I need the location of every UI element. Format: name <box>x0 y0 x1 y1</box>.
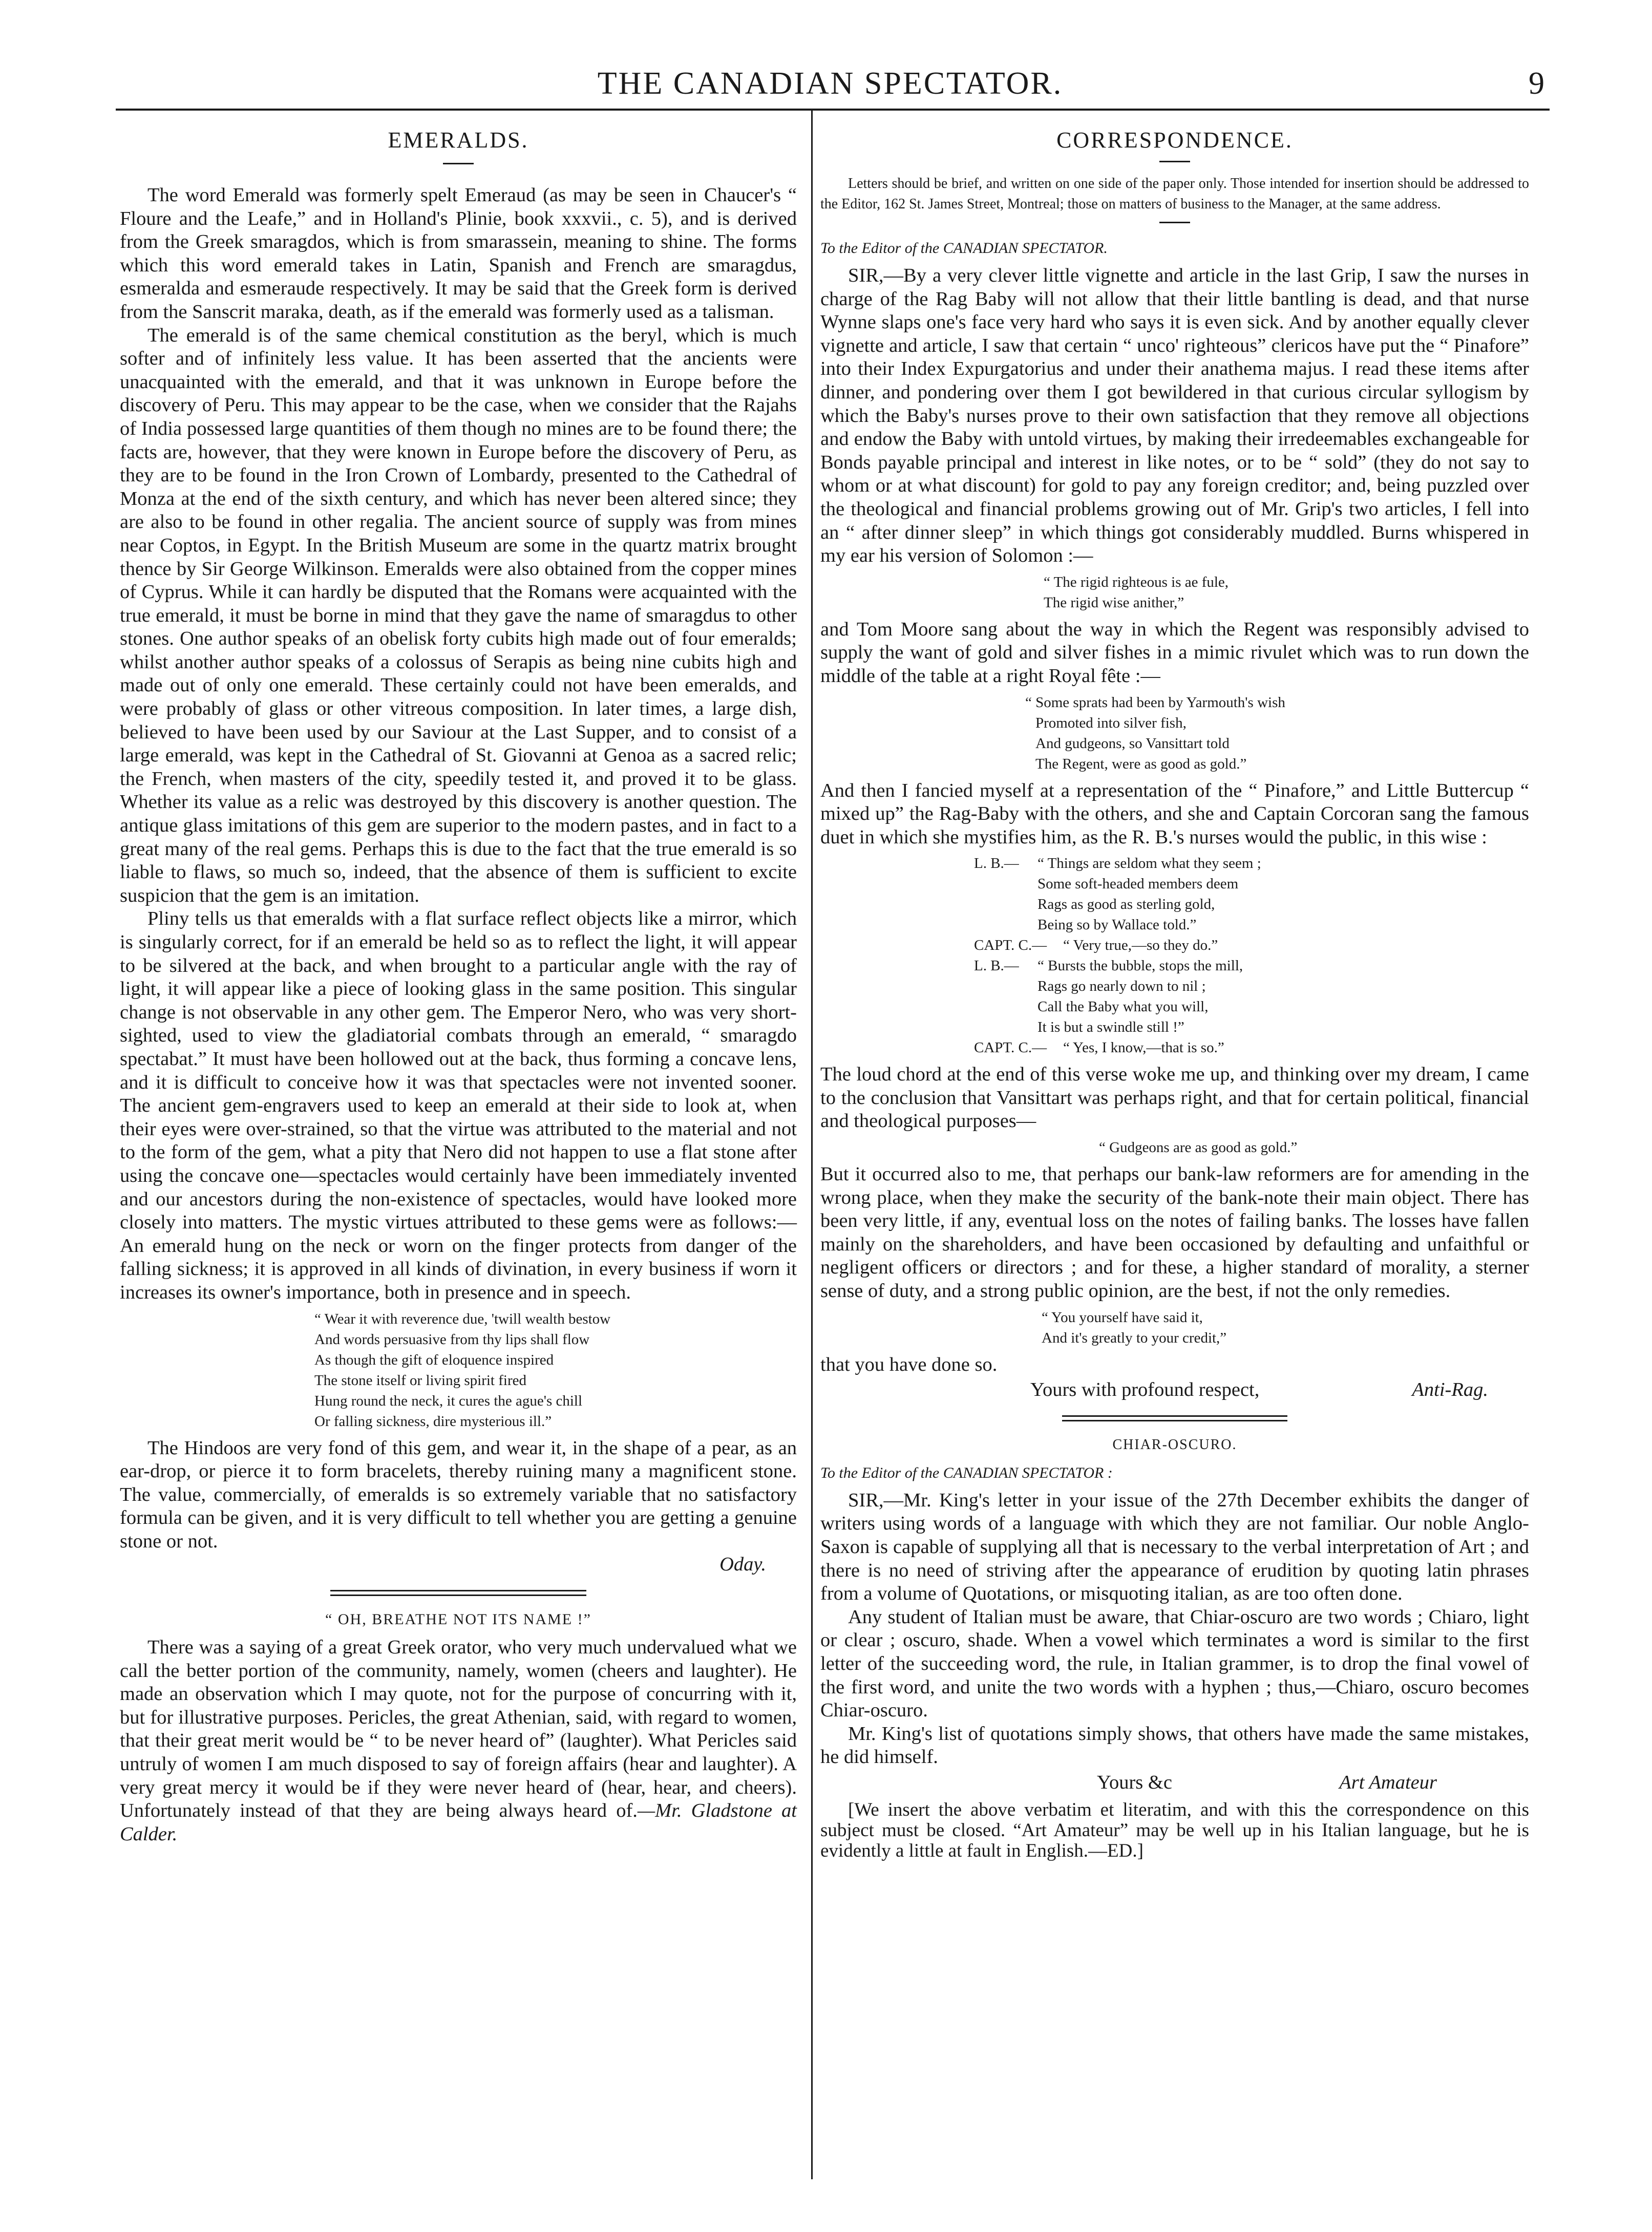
correspondence-notice: Letters should be brief, and written on one side of the paper only. Those intended for insertion should be addressed to the Editor, 162 St. James Street, Montreal; those on matters of business to the Manager, at the same address. <box>820 176 1529 212</box>
article-title-chiaro: CHIAR-OSCURO. <box>1112 1436 1237 1453</box>
verse-line: “ Wear it with reverence due, 'twill wealth bestow <box>314 1310 611 1327</box>
duet-line <box>820 996 1529 1017</box>
correspondence-closing-2: Yours with profound respect, <box>1030 1379 1260 1401</box>
correspondence-closing-1: that you have done so. <box>820 1353 998 1375</box>
article-title-emeralds: EMERALDS. <box>388 127 529 153</box>
duet-speaker <box>974 976 1037 996</box>
verse-line: And words persuasive from thy lips shall flow <box>314 1331 590 1348</box>
verse-line: And gudgeons, so Vansittart told <box>1035 735 1230 752</box>
duet-text: “ Yes, I know,—that is so.” <box>1063 1039 1224 1056</box>
correspondence-paragraph-5: But it occurred also to me, that perhaps our bank-law reformers are for amending in the wrong place, when they make the security of the bank-note their main object. There has been very little, if any, eventual loss on the notes of failing banks. The losses have fallen mainly on the shareholders, and have been occasioned by defaulting and unfaithful or negligent officers or directors ; and for these, a higher standard of morality, a sterner sense of duty, and a strong public opinion, are the best, if not the only remedies. <box>820 1163 1529 1302</box>
duet-line <box>820 976 1529 996</box>
title-rule <box>1159 161 1190 162</box>
verse-line: The rigid wise anither,” <box>1044 594 1184 611</box>
duet-verse <box>820 853 1529 1058</box>
duet-speaker <box>974 874 1037 894</box>
correspondence-paragraph-4: The loud chord at the end of this verse woke me up, and thinking over my dream, I came to the conclusion that Vansittart was perhaps right, and that for certain political, financial and theological purposes— <box>820 1064 1529 1132</box>
duet-speaker: CAPT. C.— <box>974 1039 1047 1056</box>
verse-line: Or falling sickness, dire mysterious ill.” <box>314 1413 552 1430</box>
page-header <box>116 66 1544 112</box>
verse-line: And it's greatly to your credit,” <box>1042 1329 1227 1346</box>
duet-line <box>820 915 1529 935</box>
duet-text: Some soft-headed members deem <box>1037 876 1239 892</box>
duet-line <box>820 1017 1529 1037</box>
emeralds-verse <box>120 1309 797 1432</box>
chiaro-closing: Yours &c <box>1097 1771 1172 1793</box>
duet-text: Call the Baby what you will, <box>1037 998 1209 1015</box>
duet-speaker: CAPT. C.— <box>974 937 1047 954</box>
duet-text: It is but a swindle still !” <box>1037 1019 1184 1036</box>
article-title-breathe: “ OH, BREATHE NOT ITS NAME !” <box>325 1611 591 1628</box>
duet-line <box>820 955 1529 976</box>
emeralds-signature-row <box>120 1553 797 1577</box>
chiaro-closing-row <box>820 1771 1529 1795</box>
emeralds-signature: Oday. <box>719 1554 766 1576</box>
title-rule <box>443 163 474 164</box>
verse-line: “ The rigid righteous is ae fule, <box>1044 573 1229 590</box>
verse-line: “ Some sprats had been by Yarmouth's wish <box>1025 694 1285 711</box>
verse-line: Hung round the neck, it cures the ague's chill <box>314 1392 583 1409</box>
article-title-correspondence: CORRESPONDENCE. <box>1056 127 1293 153</box>
duet-line <box>820 1037 1529 1058</box>
chiaro-salutation: To the Editor of the CANADIAN SPECTATOR : <box>820 1464 1113 1481</box>
duet-text: “ Very true,—so they do.” <box>1063 937 1218 954</box>
emeralds-paragraph-3: Pliny tells us that emeralds with a flat surface reflect objects like a mirror, which is singularly correct, for if an emerald be held so as to reflect the light, it will appear to be silvered at the back, and when brought to a particular angle with the ray of light, it will appear like a piece of looking glass in the same position. This singular change is not observable in any other gem. The Emperor Nero, who was very short-sighted, used to view the gladiatorial combats through an emerald, “ smaragdo spectabat.” It must have been hollowed out at the back, thus forming a concave lens, and it is difficult to conceive how it was that spectacles were not invented sooner. The ancient gem-engravers used to keep an emerald at their side to look at, when their eyes were over-strained, so that the virtue was attributed to the material and not to the form of the gem, what a pity that Nero did not happen to use a flat stone after using the concave one—spectacles would certainly have been immediately invented and our ancestors during the non-existence of spectacles, would have looked more closely into matters. The mystic virtues attributed to these gems were as follows:—An emerald hung on the neck or worn on the finger protects from danger of the falling sickness; it is approved in all kinds of divination, in every business if worn it increases its owner's importance, both in presence and in speech. <box>120 908 797 1303</box>
chiaro-paragraph-3: Mr. King's list of quotations simply shows, that others have made the same mistakes, he did himself. <box>820 1723 1529 1768</box>
breathe-attribution: —Mr. Gladstone at Calder. <box>120 1800 797 1845</box>
correspondence-paragraph-2: and Tom Moore sang about the way in which the Regent was responsibly advised to supply the want of gold and silver fishes in a mimic rivulet which was to run down the middle of the table at a right Royal fête :— <box>820 618 1529 687</box>
emeralds-closing-paragraph: The Hindoos are very fond of this gem, and wear it, in the shape of a pear, as an ear-drop, or pierce it to form bracelets, thereby ruining many a magnificent stone. The value, commercially, of emeralds is so extremely variable that no satisfactory formula can be given, and it is very difficult to tell whether you are getting a genuine stone or not. <box>120 1437 797 1552</box>
right-column <box>820 123 1529 1861</box>
editor-note: [We insert the above verbatim et literatim, and with this the correspondence on this subject must be closed. “Art Amateur” may be well up in his Italian language, but he is evidently a little at fault in English.—ED.] <box>820 1799 1529 1861</box>
section-separator <box>330 1590 586 1596</box>
verse-line: As though the gift of eloquence inspired <box>314 1351 554 1368</box>
page-number: 9 <box>1529 66 1544 101</box>
duet-speaker <box>974 894 1037 915</box>
duet-line <box>820 935 1529 955</box>
header-rule <box>116 109 1550 111</box>
correspondence-paragraph-1: SIR,—By a very clever little vignette and article in the last Grip, I saw the nurses in charge of the Rag Baby will not allow that their little bantling is dead, and that nurse Wynne slaps one's face very hard who says it is even sick. And by another equally clever vignette and article, I saw that certain “ unco' righteous” clericos have put the “ Pinafore” into their Index Expurgatorius and under their anathema majus. I read these items after dinner, and pondering over them I got bewildered in that curious circular syllogism by which the Baby's nurses prove to their own satisfaction that they remove all objections and endow the Baby with untold virtues, by making their irredeemables exchangeable for Bonds payable principal and interest in like notes, or to be “ sold” (they do not say to whom or at what discount) for gold to pay any foreign creditor; and, being puzzled over the theological and financial problems growing out of Mr. Grip's two articles, I fell into an “ after dinner sleep” in which things got considerably muddled. Burns whispered in my ear his version of Solomon :— <box>820 265 1529 567</box>
burns-verse <box>820 572 1529 613</box>
moore-verse <box>820 692 1529 774</box>
duet-line <box>820 874 1529 894</box>
verse-line: Promoted into silver fish, <box>1035 714 1187 731</box>
gudgeons-verse <box>820 1137 1529 1158</box>
duet-text: “ Bursts the bubble, stops the mill, <box>1037 958 1243 974</box>
publication-title: THE CANADIAN SPECTATOR. <box>597 66 1063 101</box>
credit-verse <box>820 1307 1529 1348</box>
verse-line: “ Gudgeons are as good as gold.” <box>1099 1139 1298 1156</box>
duet-text: Rags as good as sterling gold, <box>1037 896 1215 913</box>
verse-line: “ You yourself have said it, <box>1042 1309 1203 1326</box>
correspondence-salutation: To the Editor of the CANADIAN SPECTATOR. <box>820 240 1108 257</box>
column-divider <box>811 111 813 2179</box>
correspondence-closing-row <box>820 1378 1529 1402</box>
duet-line <box>820 853 1529 874</box>
duet-speaker <box>974 915 1037 935</box>
duet-speaker: L. B.— <box>974 958 1019 974</box>
duet-speaker <box>974 1017 1037 1037</box>
emeralds-paragraph-1: The word Emerald was formerly spelt Emeraud (as may be seen in Chaucer's “ Floure and the Leafe,” and in Holland's Plinie, book xxxvii., c. 5), and is derived from the Greek smaragdos, which is from smarassein, meaning to shine. The forms which this word emerald takes in Latin, Spanish and French are smaragdus, esmeralda and esmeraude respectively. It may be said that the Greek form is derived from the Sanscrit maraka, death, as if the emerald was formerly used as a talisman. <box>120 184 797 323</box>
chiaro-paragraph-1: SIR,—Mr. King's letter in your issue of the 27th December exhibits the danger of writers using words of a language with which they are not familiar. Our noble Anglo-Saxon is capable of supplying all that is necessary to the verbal interpretation of Art ; and there is no need of striving after the appearance of erudition by quoting latin phrases from a volume of Quotations, or misquoting italian, as are too often done. <box>820 1489 1529 1605</box>
duet-text: “ Things are seldom what they seem ; <box>1037 855 1261 872</box>
left-column <box>120 123 797 1846</box>
correspondence-signature: Anti-Rag. <box>1412 1379 1488 1401</box>
duet-speaker: L. B.— <box>974 855 1019 872</box>
duet-speaker <box>974 996 1037 1017</box>
duet-line <box>820 894 1529 915</box>
section-separator <box>1062 1415 1287 1421</box>
correspondence-paragraph-3: And then I fancied myself at a representation of the “ Pinafore,” and Little Buttercup “ mixed up” the Rag-Baby with the others, and she and Captain Corcoran sang the famous duet in which she mystifies him, as the R. B.'s nurses would the public, in this wise : <box>820 779 1529 848</box>
notice-rule <box>1159 222 1190 223</box>
chiaro-signature: Art Amateur <box>1339 1771 1437 1793</box>
breathe-text: There was a saying of a great Greek orator, who very much undervalued what we call the better portion of the community, namely, women (cheers and laughter). He made an observation which I may quote, not for the purpose of concurring with it, but for illustrative purposes. Pericles, the great Athenian, said, with regard to women, that their great merit would be “ to be never heard of” (laughter). What Pericles said untruly of women I am much disposed to say of foreign affairs (hear and laughter). A very great mercy it would be if they were never heard of (hear, hear, and cheers). Unfortunately instead of that they are being always heard of. <box>120 1636 797 1822</box>
emeralds-paragraph-2: The emerald is of the same chemical constitution as the beryl, which is much softer and of infinitely less value. It has been asserted that the ancients were unacquainted with the emerald, and that it was unknown in Europe before the discovery of Peru. This may appear to be the case, when we consider that the Rajahs of India possessed large quantities of them though no mines are to be found there; the facts are, however, that they were known in Europe before the discovery of Peru, as they are to be found in the Iron Crown of Lombardy, presented to the Cathedral of Monza at the end of the sixth century, and which has never been altered since; they are also to be found in other regalia. The ancient source of supply was from mines near Coptos, in Egypt. In the British Museum are some in the quartz matrix brought thence by Sir George Wilkinson. Emeralds were also obtained from the copper mines of Cyprus. While it can hardly be disputed that the Romans were acquainted with the true emerald, it must be borne in mind that they gave the name of smaragdus to other stones. One author speaks of an obelisk forty cubits high made out of four emeralds; whilst another author speaks of a colossus of Serapis as being nine cubits high and made out of only one emerald. These certainly could not have been emeralds, and were probably of glass or other vitreous composition. In later times, a large dish, believed to have been used by our Saviour at the Last Supper, and to consist of a large emerald, was kept in the Cathedral of St. Giovanni at Genoa as a sacred relic; the French, when masters of the city, speedily tested it, and proved it to be glass. Whether its value as a relic was destroyed by this discovery is another question. The antique glass imitations of this gem are superior to the modern pastes, and in fact to a great many of the real gems. Perhaps this is due to the fact that the true emerald is so liable to flaws, so much so, indeed, that the absence of them is sufficient to excite suspicion that the gem is an imitation. <box>120 324 797 906</box>
breathe-paragraph <box>120 1636 797 1846</box>
duet-text: Being so by Wallace told.” <box>1037 917 1197 933</box>
duet-text: Rags go nearly down to nil ; <box>1037 978 1206 995</box>
verse-line: The Regent, were as good as gold.” <box>1035 755 1247 772</box>
verse-line: The stone itself or living spirit fired <box>314 1372 526 1389</box>
chiaro-paragraph-2: Any student of Italian must be aware, that Chiar-oscuro are two words ; Chiaro, light or clear ; oscuro, shade. When a vowel which terminates a word is similar to the first letter of the succeeding word, the rule, in Italian grammer, is to drop the final vowel of the first word, and unite the two words with a hyphen ; thus,—Chiaro, oscuro becomes Chiar-oscuro. <box>820 1606 1529 1721</box>
